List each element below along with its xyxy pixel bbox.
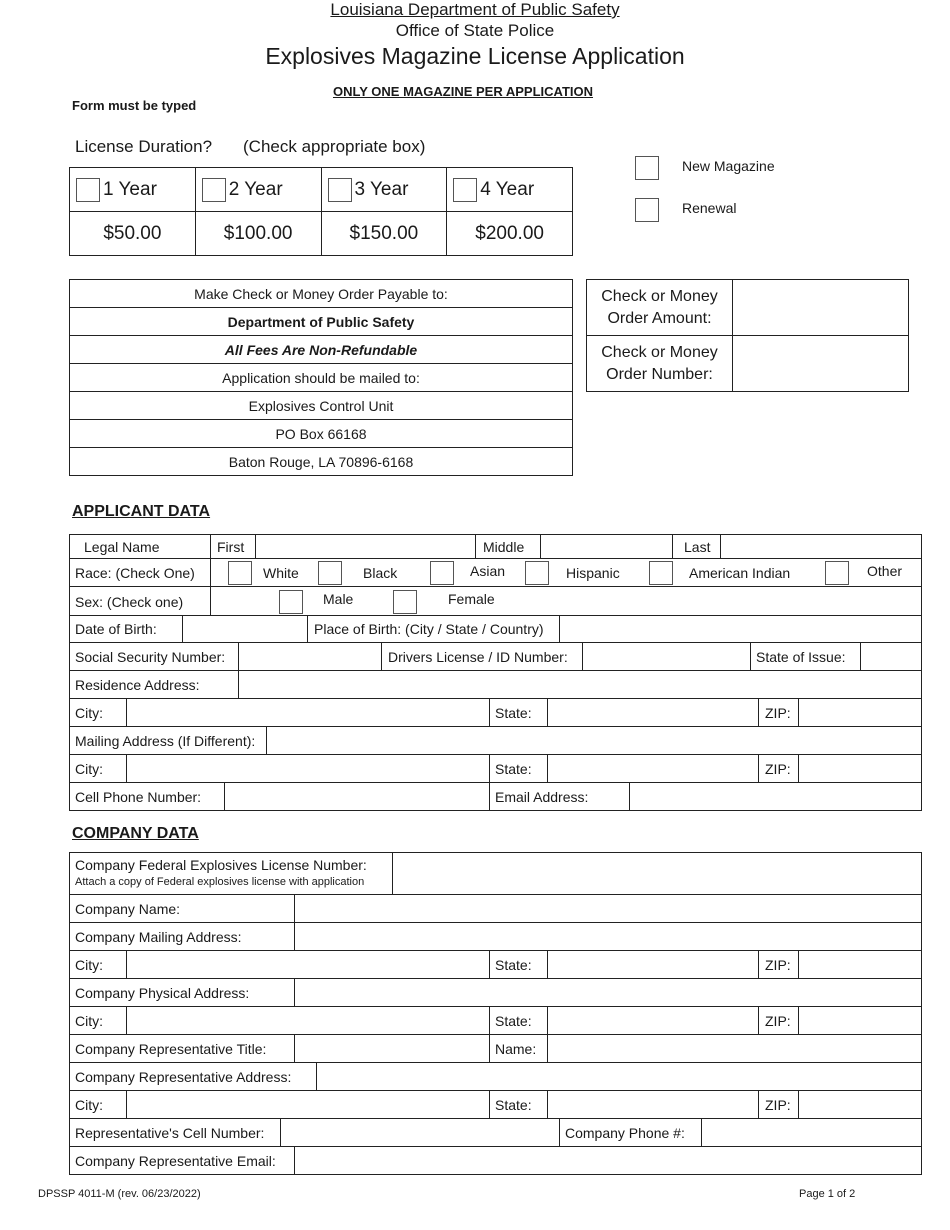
- rep-name-label: Name:: [495, 1040, 537, 1057]
- residence-state-field[interactable]: [548, 699, 757, 726]
- birth-row: [69, 615, 922, 643]
- rep-city-row: [69, 1090, 922, 1119]
- rep-email-label: Company Representative Email:: [75, 1152, 276, 1169]
- company-physical-row: [69, 978, 922, 1007]
- company-mailing-row: [69, 922, 922, 951]
- race-label: Race: (Check One): [75, 564, 195, 581]
- mail-to-line: Application should be mailed to:: [70, 364, 573, 392]
- duration-2-year-checkbox[interactable]: [202, 178, 226, 202]
- rep-address-field[interactable]: [317, 1063, 921, 1090]
- rep-cell-label: Representative's Cell Number:: [75, 1124, 265, 1141]
- sex-female-checkbox[interactable]: [393, 590, 417, 614]
- rep-state-label: State:: [495, 1096, 532, 1113]
- mailing-zip-field[interactable]: [799, 755, 921, 782]
- typed-note: Form must be typed: [72, 98, 197, 113]
- fel-label: Company Federal Explosives License Number:: [75, 857, 367, 873]
- company-physical-city-label: City:: [75, 1012, 103, 1029]
- mailing-city-row: [69, 754, 922, 783]
- race-hispanic-label: Hispanic: [566, 564, 620, 581]
- race-white-label: White: [263, 564, 299, 581]
- company-mailing-city-row: [69, 950, 922, 979]
- state-of-issue-field[interactable]: [861, 643, 921, 670]
- mailing-state-field[interactable]: [548, 755, 757, 782]
- rep-city-label: City:: [75, 1096, 103, 1113]
- renewal-label: Renewal: [682, 200, 737, 216]
- race-hispanic-checkbox[interactable]: [525, 561, 549, 585]
- pob-label: Place of Birth: (City / State / Country): [314, 621, 544, 637]
- sex-female-label: Female: [448, 591, 495, 607]
- sex-label: Sex: (Check one): [75, 593, 184, 610]
- middle-name-field[interactable]: [541, 535, 672, 558]
- ssn-label: Social Security Number:: [75, 648, 226, 665]
- company-mailing-field[interactable]: [295, 923, 921, 950]
- company-physical-state-label: State:: [495, 1012, 532, 1029]
- residence-city-row: [69, 698, 922, 727]
- company-physical-city-row: [69, 1006, 922, 1035]
- email-field[interactable]: [630, 783, 921, 810]
- license-duration-question: License Duration?: [75, 137, 213, 156]
- agency-name: Louisiana Department of Public Safety: [330, 0, 620, 19]
- rep-zip-label: ZIP:: [765, 1096, 791, 1113]
- office-name: Office of State Police: [395, 21, 555, 40]
- price-4-year: $200.00: [447, 212, 573, 256]
- mailing-city-field[interactable]: [127, 755, 489, 782]
- fel-row: [69, 852, 922, 895]
- price-2-year: $100.00: [195, 212, 321, 256]
- company-data-heading: COMPANY DATA: [72, 825, 199, 842]
- company-name-row: [69, 894, 922, 923]
- rep-email-field[interactable]: [295, 1147, 921, 1174]
- sex-row: [69, 586, 922, 617]
- only-one-notice: ONLY ONE MAGAZINE PER APPLICATION: [332, 84, 594, 99]
- race-black-label: Black: [363, 564, 398, 581]
- non-refundable-notice: All Fees Are Non-Refundable: [70, 336, 573, 364]
- price-3-year: $150.00: [321, 212, 447, 256]
- residence-zip-label: ZIP:: [765, 704, 791, 721]
- mail-unit: Explosives Control Unit: [70, 392, 573, 420]
- contact-row: [69, 782, 922, 811]
- mailing-row: [69, 726, 922, 755]
- rep-title-label: Company Representative Title:: [75, 1040, 267, 1057]
- check-info-table: [586, 279, 909, 392]
- rep-state-field[interactable]: [548, 1091, 757, 1118]
- race-other-checkbox[interactable]: [825, 561, 849, 585]
- sex-male-checkbox[interactable]: [279, 590, 303, 614]
- dob-label: Date of Birth:: [75, 621, 157, 637]
- rep-email-row: [69, 1146, 922, 1175]
- residence-state-label: State:: [495, 704, 532, 721]
- residence-row: [69, 670, 922, 699]
- fel-field[interactable]: [393, 853, 921, 894]
- email-label: Email Address:: [495, 788, 589, 805]
- company-mailing-city-field[interactable]: [127, 951, 489, 978]
- rep-cell-field[interactable]: [281, 1119, 559, 1146]
- residence-city-field[interactable]: [127, 699, 489, 726]
- state-of-issue-label: State of Issue:: [756, 648, 846, 665]
- dl-label: Drivers License / ID Number:: [388, 648, 568, 665]
- dob-field[interactable]: [183, 616, 306, 642]
- company-mailing-city-label: City:: [75, 956, 103, 973]
- residence-zip-field[interactable]: [799, 699, 921, 726]
- race-other-label: Other: [867, 563, 903, 579]
- ssn-row: [69, 642, 922, 671]
- sex-male-label: Male: [323, 591, 354, 607]
- company-phone-label: Company Phone #:: [565, 1124, 685, 1141]
- company-mailing-state-label: State:: [495, 956, 532, 973]
- company-mailing-zip-field[interactable]: [799, 951, 921, 978]
- rep-address-row: [69, 1062, 922, 1091]
- form-id: DPSSP 4011-M (rev. 06/23/2022): [38, 1188, 201, 1200]
- race-row: [69, 558, 922, 587]
- check-amount-label: Check or Money Order Amount:: [587, 280, 733, 336]
- fel-note: Attach a copy of Federal explosives license with application: [75, 876, 365, 888]
- form-title: Explosives Magazine License Application: [265, 43, 685, 69]
- rep-address-label: Company Representative Address:: [75, 1068, 292, 1085]
- residence-label: Residence Address:: [75, 676, 200, 693]
- pob-field[interactable]: [560, 616, 921, 642]
- mailing-state-label: State:: [495, 760, 532, 777]
- mailing-label: Mailing Address (If Different):: [75, 732, 256, 749]
- check-number-label: Check or Money Order Number:: [587, 336, 733, 392]
- duration-2-year-label: 2 Year: [228, 178, 283, 200]
- last-name-label: Last: [684, 538, 711, 555]
- company-physical-zip-label: ZIP:: [765, 1012, 791, 1029]
- price-1-year: $50.00: [70, 212, 196, 256]
- duration-4-year-checkbox[interactable]: [453, 178, 477, 202]
- company-mailing-state-field[interactable]: [548, 951, 757, 978]
- company-physical-zip-field[interactable]: [799, 1007, 921, 1034]
- rep-name-field[interactable]: [548, 1035, 921, 1062]
- mail-city: Baton Rouge, LA 70896-6168: [70, 448, 573, 476]
- residence-field[interactable]: [239, 671, 921, 698]
- duration-1-year-checkbox[interactable]: [76, 178, 100, 202]
- duration-3-year-label: 3 Year: [354, 178, 409, 200]
- company-mailing-label: Company Mailing Address:: [75, 928, 242, 945]
- first-name-field[interactable]: [256, 535, 475, 558]
- company-mailing-zip-label: ZIP:: [765, 956, 791, 973]
- company-name-label: Company Name:: [75, 900, 181, 917]
- cell-phone-field[interactable]: [225, 783, 489, 810]
- legal-name-label: Legal Name: [84, 538, 160, 555]
- license-duration-table: [69, 167, 573, 256]
- middle-name-label: Middle: [483, 538, 525, 555]
- first-name-label: First: [217, 538, 245, 555]
- rep-title-row: [69, 1034, 922, 1063]
- applicant-data-heading: APPLICANT DATA: [72, 503, 211, 520]
- rep-zip-field[interactable]: [799, 1091, 921, 1118]
- residence-city-label: City:: [75, 704, 103, 721]
- rep-phone-row: [69, 1118, 922, 1147]
- company-physical-label: Company Physical Address:: [75, 984, 250, 1001]
- last-name-field[interactable]: [721, 535, 921, 558]
- duration-1-year-label: 1 Year: [103, 178, 157, 200]
- race-american-indian-checkbox[interactable]: [649, 561, 673, 585]
- new-magazine-label: New Magazine: [682, 158, 775, 174]
- dl-field[interactable]: [583, 643, 750, 670]
- company-physical-city-field[interactable]: [127, 1007, 489, 1034]
- payable-to-line: Make Check or Money Order Payable to:: [70, 280, 573, 308]
- rep-city-field[interactable]: [127, 1091, 489, 1118]
- page-number: Page 1 of 2: [799, 1188, 856, 1200]
- check-number-field[interactable]: [733, 336, 909, 392]
- mail-po-box: PO Box 66168: [70, 420, 573, 448]
- race-asian-label: Asian: [470, 563, 506, 579]
- payee-name: Department of Public Safety: [70, 308, 573, 336]
- company-name-field[interactable]: [295, 895, 921, 922]
- race-american-indian-label: American Indian: [689, 564, 791, 581]
- check-amount-field[interactable]: [733, 280, 909, 336]
- mailing-zip-label: ZIP:: [765, 760, 791, 777]
- ssn-field[interactable]: [239, 643, 381, 670]
- rep-title-field[interactable]: [295, 1035, 489, 1062]
- company-physical-field[interactable]: [295, 979, 921, 1006]
- duration-4-year-label: 4 Year: [480, 178, 535, 200]
- renewal-checkbox[interactable]: [635, 198, 659, 222]
- new-magazine-checkbox[interactable]: [635, 156, 659, 180]
- cell-phone-label: Cell Phone Number:: [75, 788, 202, 805]
- mailing-field[interactable]: [267, 727, 921, 754]
- company-phone-field[interactable]: [702, 1119, 921, 1146]
- mailing-city-label: City:: [75, 760, 103, 777]
- duration-3-year-checkbox[interactable]: [328, 178, 352, 202]
- company-physical-state-field[interactable]: [548, 1007, 757, 1034]
- license-duration-instruction: (Check appropriate box): [243, 137, 426, 156]
- payment-info-table: [69, 279, 573, 476]
- race-white-checkbox[interactable]: [228, 561, 252, 585]
